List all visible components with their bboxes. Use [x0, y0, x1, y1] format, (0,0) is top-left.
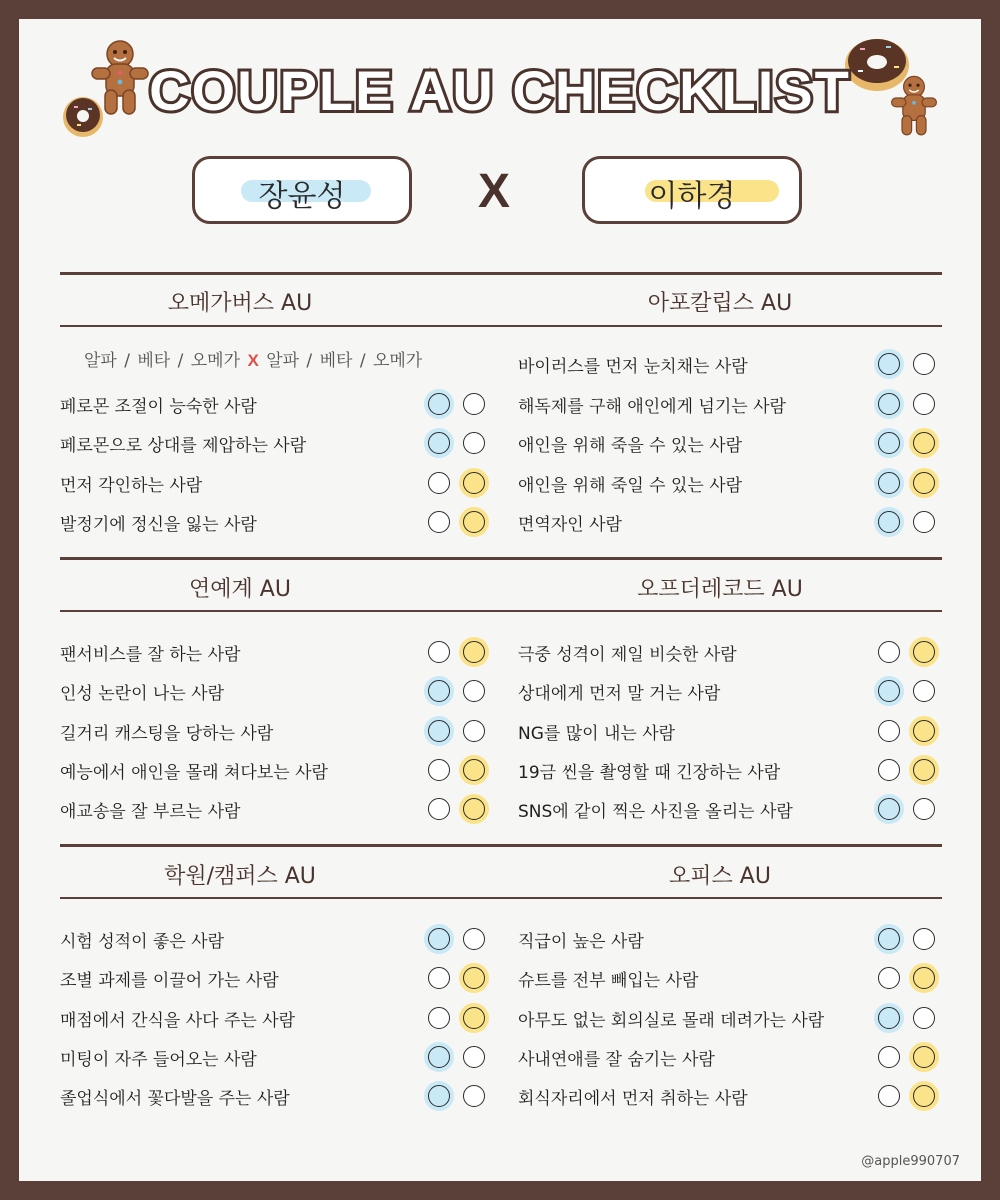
checkbox-circle-right[interactable]: [463, 432, 485, 454]
checkbox-circle-right[interactable]: [463, 798, 485, 820]
title-text: COUPLE AU CHECKLIST: [149, 59, 851, 122]
checkbox-circle-right[interactable]: [913, 393, 935, 415]
versus-x: X: [478, 165, 511, 218]
checkbox-circle-left[interactable]: [878, 472, 900, 494]
checklist-item-text: 길거리 캐스팅을 당하는 사람: [60, 724, 274, 744]
checklist-item-text: 매점에서 간식을 사다 주는 사람: [60, 1011, 296, 1031]
checkbox-circle-left[interactable]: [878, 680, 900, 702]
checklist-item-text: 페로몬으로 상대를 제압하는 사람: [60, 436, 307, 456]
checkbox-circle-left[interactable]: [878, 432, 900, 454]
checkbox-circle-right[interactable]: [463, 511, 485, 533]
checkbox-circle-right[interactable]: [463, 759, 485, 781]
checkbox-circle-left[interactable]: [428, 928, 450, 950]
checkbox-circle-left[interactable]: [878, 1007, 900, 1029]
role-options-x: X: [247, 351, 259, 370]
checkbox-circle-left[interactable]: [878, 1046, 900, 1068]
checkbox-circle-right[interactable]: [913, 759, 935, 781]
checklist-item-text: 페로몬 조절이 능숙한 사람: [60, 397, 257, 417]
checklist-item-text: 먼저 각인하는 사람: [60, 476, 203, 496]
checklist-item-text: 슈트를 전부 빼입는 사람: [518, 971, 699, 991]
section-title: 오피스 AU: [669, 864, 771, 889]
checklist-item-text: 예능에서 애인을 몰래 쳐다보는 사람: [60, 763, 328, 783]
divider: [60, 897, 942, 899]
checkbox-circle-left[interactable]: [878, 393, 900, 415]
checkbox-circle-right[interactable]: [463, 393, 485, 415]
checkbox-circle-right[interactable]: [913, 680, 935, 702]
name-left: 장윤성: [258, 179, 346, 214]
name-box-left: [192, 156, 412, 224]
checkbox-circle-left[interactable]: [878, 967, 900, 989]
checkbox-circle-right[interactable]: [913, 720, 935, 742]
checklist-item-text: 해독제를 구해 애인에게 넘기는 사람: [518, 397, 786, 417]
checklist-item-text: 바이러스를 먼저 눈치채는 사람: [518, 357, 748, 377]
checklist-item-text: 졸업식에서 꽃다발을 주는 사람: [60, 1089, 290, 1109]
checklist-item-text: 회식자리에서 먼저 취하는 사람: [518, 1089, 748, 1109]
section-title: 학원/캠퍼스 AU: [164, 864, 316, 889]
checkbox-circle-left[interactable]: [428, 641, 450, 663]
divider: [60, 325, 942, 327]
checkbox-circle-right[interactable]: [913, 967, 935, 989]
checkbox-circle-right[interactable]: [463, 1085, 485, 1107]
checkbox-circle-right[interactable]: [463, 928, 485, 950]
checklist-item-text: 애인을 위해 죽을 수 있는 사람: [518, 436, 743, 456]
role-options-left: 알파 / 베타 / 오메가: [84, 351, 241, 371]
checklist-item-text: 면역자인 사람: [518, 515, 622, 535]
checkbox-circle-left[interactable]: [428, 1085, 450, 1107]
role-options-right: 알파 / 베타 / 오메가: [266, 351, 423, 371]
checkbox-circle-right[interactable]: [913, 1046, 935, 1068]
checkbox-circle-left[interactable]: [428, 432, 450, 454]
name-right: 이하경: [648, 179, 736, 214]
checkbox-circle-right[interactable]: [913, 798, 935, 820]
divider: [60, 610, 942, 612]
checklist-item-text: 인성 논란이 나는 사람: [60, 684, 225, 704]
checkbox-circle-left[interactable]: [428, 511, 450, 533]
checklist-item-text: 발정기에 정신을 잃는 사람: [60, 515, 257, 535]
checkbox-circle-left[interactable]: [428, 393, 450, 415]
checkbox-circle-right[interactable]: [463, 641, 485, 663]
checkbox-circle-right[interactable]: [463, 1007, 485, 1029]
checkbox-circle-right[interactable]: [913, 353, 935, 375]
checkbox-circle-right[interactable]: [913, 432, 935, 454]
checkbox-circle-left[interactable]: [428, 1007, 450, 1029]
checkbox-circle-right[interactable]: [463, 1046, 485, 1068]
checklist-item-text: 아무도 없는 회의실로 몰래 데려가는 사람: [518, 1011, 825, 1031]
checkbox-circle-right[interactable]: [463, 967, 485, 989]
checkbox-circle-right[interactable]: [913, 928, 935, 950]
checklist-item-text: 시험 성적이 좋은 사람: [60, 932, 225, 952]
checkbox-circle-left[interactable]: [428, 1046, 450, 1068]
role-options: [84, 346, 422, 371]
checklist-item-text: SNS에 같이 찍은 사진을 올리는 사람: [518, 802, 793, 822]
checklist-item-text: 극중 성격이 제일 비슷한 사람: [518, 645, 737, 665]
checkbox-circle-right[interactable]: [913, 1085, 935, 1107]
checkbox-circle-left[interactable]: [428, 798, 450, 820]
checkbox-circle-right[interactable]: [913, 472, 935, 494]
checklist-item-text: 미팅이 자주 들어오는 사람: [60, 1050, 257, 1070]
divider: [60, 557, 942, 560]
page-title: [0, 52, 1000, 132]
checkbox-circle-left[interactable]: [878, 511, 900, 533]
section-title: 연예계 AU: [189, 577, 291, 602]
name-box-right: [582, 156, 802, 224]
checklist-item-text: 직급이 높은 사람: [518, 932, 644, 952]
checkbox-circle-left[interactable]: [428, 759, 450, 781]
checkbox-circle-left[interactable]: [878, 798, 900, 820]
checkbox-circle-left[interactable]: [878, 353, 900, 375]
checkbox-circle-left[interactable]: [428, 680, 450, 702]
checkbox-circle-left[interactable]: [428, 720, 450, 742]
checkbox-circle-right[interactable]: [913, 511, 935, 533]
checkbox-circle-left[interactable]: [878, 641, 900, 663]
section-title: 오메가버스 AU: [167, 291, 313, 316]
section-title: 아포칼립스 AU: [647, 291, 793, 316]
checklist-item-text: 사내연애를 잘 숨기는 사람: [518, 1050, 715, 1070]
checklist-item-text: 팬서비스를 잘 하는 사람: [60, 645, 241, 665]
checkbox-circle-right[interactable]: [463, 680, 485, 702]
section-title: 오프더레코드 AU: [637, 577, 803, 602]
checklist-item-text: 상대에게 먼저 말 거는 사람: [518, 684, 721, 704]
checklist-item-text: NG를 많이 내는 사람: [518, 724, 676, 744]
checkbox-circle-left[interactable]: [428, 967, 450, 989]
checkbox-circle-right[interactable]: [913, 641, 935, 663]
checkbox-circle-left[interactable]: [878, 928, 900, 950]
divider: [60, 272, 942, 275]
checkbox-circle-right[interactable]: [913, 1007, 935, 1029]
checkbox-circle-right[interactable]: [463, 720, 485, 742]
divider: [60, 844, 942, 847]
checkbox-circle-left[interactable]: [878, 759, 900, 781]
checklist-item-text: 애인을 위해 죽일 수 있는 사람: [518, 476, 743, 496]
checkbox-circle-left[interactable]: [878, 1085, 900, 1107]
checklist-item-text: 19금 씬을 촬영할 때 긴장하는 사람: [518, 763, 781, 783]
checkbox-circle-right[interactable]: [463, 472, 485, 494]
credit: @apple990707: [861, 1154, 960, 1169]
checkbox-circle-left[interactable]: [878, 720, 900, 742]
checklist-item-text: 조별 과제를 이끌어 가는 사람: [60, 971, 279, 991]
checkbox-circle-left[interactable]: [428, 472, 450, 494]
checklist-item-text: 애교송을 잘 부르는 사람: [60, 802, 241, 822]
